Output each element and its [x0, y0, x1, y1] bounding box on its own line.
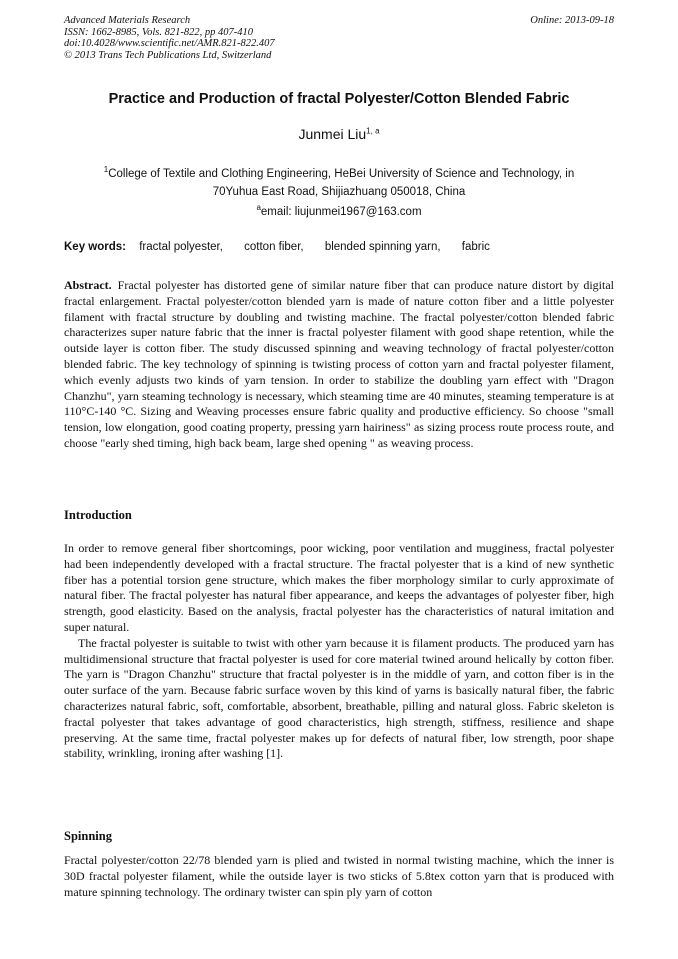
abstract-text: Fractal polyester has distorted gene of similar nature fiber that can produce nature distort by digital fractal enlargement. Fractal polyester/cotton blended yarn is made of nature cotton fiber and a little polyester filament with fractal structure by doubling and twisting machine. The fractal polyester/cotton blended fabric characterizes super nature fabric that the inner is fractal polyester filament with good shape retention, while the outside layer is cotton fiber. The study discussed spinning and weaving technology of fractal polyester/cotton blended fabric. The key technology of spinning is twisting process of cotton yarn and fractal polyester filament, which evenly adjusts two kinds of yarn tension. In order to stabilize the doubling yarn effect with "Dragon Chanzhu", yarn steaming technology is necessary, which steaming time are 40 minutes, steaming temperature is at 110°C-140 °C. Sizing and Weaving processes ensure fabric quality and productive efficiency. So choose "small tension, low elongation, good coating property, pressing yarn hairiness" as sizing process route process route, and choose "early shed timing, high back beam, large shed opening " as weaving process. — [64, 278, 614, 450]
introduction-body — [64, 541, 614, 762]
spinning-heading: Spinning — [64, 829, 112, 843]
spinning-body — [64, 853, 614, 900]
abstract-label: Abstract. — [64, 278, 112, 292]
affiliation-line-1: College of Textile and Clothing Engineering, HeBei University of Science and Technology, in — [108, 167, 575, 180]
introduction-heading: Introduction — [64, 508, 132, 522]
abstract — [64, 278, 614, 452]
affiliation-line-2: 70Yuhua East Road, Shijiazhuang 050018, China — [212, 185, 466, 198]
affiliation — [64, 161, 614, 201]
author-line — [0, 126, 678, 142]
introduction-paragraph-2: The fractal polyester is suitable to twist with other yarn because it is filament products. The produced yarn has multidimensional structure that fractal polyester is used for core material twined around helically by cotton fiber. The yarn is "Dragon Chanzhu" structure that fractal polyester is in the middle of yarn, and cotton fiber is in the outer surface of the yarn. Because fabric surface woven by this kind of yarns is basically natural fiber, the fabric characterizes natural fabric, soft, comfortable, absorbent, breathable, pilling and natural gloss. Fabric skeleton is fractal polyester that takes advantage of good characteristics, high strength, stiffness, resilience and shape preserving. At the same time, fractal polyester makes up for defects of natural fiber, low strength, poor shape stability, wrinkling, ironing after washing [1]. — [64, 635, 614, 761]
keywords — [64, 241, 614, 253]
keyword-term: cotton fiber, — [244, 241, 304, 253]
online-date: Online: 2013-09-18 — [530, 15, 614, 26]
keywords-label: Key words: — [64, 241, 126, 253]
email-superscript: a — [256, 203, 261, 212]
paper-title: Practice and Production of fractal Polyester/Cotton Blended Fabric — [108, 91, 570, 107]
journal-name: Advanced Materials Research — [64, 15, 191, 26]
journal-header — [64, 15, 614, 61]
author-superscript: 1, a — [366, 126, 380, 136]
email-line — [0, 203, 678, 218]
keyword-term: fabric — [461, 241, 490, 253]
spinning-paragraph-1: Fractal polyester/cotton 22/78 blended yarn is plied and twisted in normal twisting machine, which the inner is 30D fractal polyester filament, while the outside layer is two sticks of 5.8tex cotton yarn that is produced with mature spinning technology. The ordinary twister can spin ply yarn of cotton — [64, 853, 614, 899]
copyright-line: © 2013 Trans Tech Publications Ltd, Switzerland — [64, 49, 272, 61]
author-email: email: liujunmei1967@163.com — [260, 205, 422, 218]
keyword-term: blended spinning yarn, — [324, 241, 441, 253]
introduction-paragraph-1: In order to remove general fiber shortcomings, poor wicking, poor ventilation and mugginess, fractal polyester had been independently developed with a fractal structure. The fractal polyester that is a kind of new synthetic fiber has a potential torsion gene structure, which makes the fiber morphology similar to curly approximate of natural fiber. The fractal polyester has natural fiber appearance, and keeps the advantages of polyester fiber, high strength, good elasticity. Based on the analysis, fractal polyester has the characteristics of natural imitation and super natural. — [64, 541, 614, 634]
affiliation-superscript: 1 — [103, 165, 109, 174]
doi-line: doi:10.4028/www.scientific.net/AMR.821-822.407 — [64, 38, 275, 49]
keyword-term: fractal polyester, — [139, 241, 223, 253]
issn-line: ISSN: 1662-8985, Vols. 821-822, pp 407-410 — [64, 26, 253, 38]
author-name: Junmei Liu — [298, 126, 367, 142]
